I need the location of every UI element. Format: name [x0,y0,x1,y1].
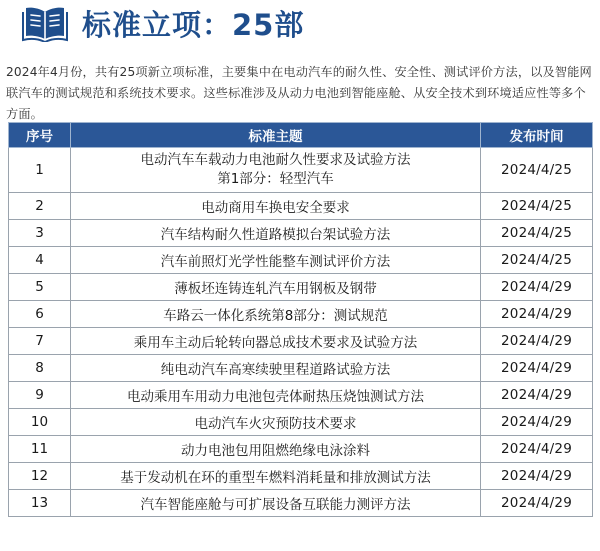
row-number: 10 [9,409,71,436]
row-date: 2024/4/29 [481,301,593,328]
row-date: 2024/4/29 [481,463,593,490]
page-header [22,3,304,43]
column-header-topic: 标准主题 [71,123,481,148]
row-number: 12 [9,463,71,490]
table-row [9,148,593,193]
row-number: 7 [9,328,71,355]
row-number: 6 [9,301,71,328]
table-row [9,490,593,517]
open-book-icon [22,4,68,42]
standards-table [8,122,593,517]
row-topic: 车路云一体化系统第8部分：测试规范 [71,301,481,328]
row-number: 11 [9,436,71,463]
row-topic-line-2: 第1部分：轻型汽车 [217,171,334,187]
table-row [9,220,593,247]
row-topic: 乘用车主动后轮转向器总成技术要求及试验方法 [71,328,481,355]
row-number: 3 [9,220,71,247]
row-number: 9 [9,382,71,409]
row-topic: 汽车结构耐久性道路模拟台架试验方法 [71,220,481,247]
table-header-row [9,123,593,148]
row-topic: 电动汽车火灾预防技术要求 [71,409,481,436]
page-title: 标准立项：25部 [82,7,305,42]
row-number: 13 [9,490,71,517]
table-row [9,409,593,436]
table-row [9,382,593,409]
row-topic: 电动商用车换电安全要求 [71,193,481,220]
row-date: 2024/4/25 [481,247,593,274]
row-topic: 基于发动机在环的重型车燃料消耗量和排放测试方法 [71,463,481,490]
row-date: 2024/4/25 [481,220,593,247]
row-date: 2024/4/25 [481,193,593,220]
table-row [9,355,593,382]
table-row [9,247,593,274]
row-date: 2024/4/29 [481,355,593,382]
intro-paragraph: 2024年4月份，共有25项新立项标准，主要集中在电动汽车的耐久性、安全性、测试评价方法，以及智能网联汽车的测试规范和系统技术要求。这些标准涉及从动力电池到智能座舱、从安全技术到环境适应性等多个方面。 [6,65,592,122]
row-topic: 汽车前照灯光学性能整车测试评价方法 [71,247,481,274]
column-header-number: 序号 [9,123,71,148]
row-topic-line-1: 电动汽车车载动力电池耐久性要求及试验方法 [140,152,411,168]
row-topic: 汽车智能座舱与可扩展设备互联能力测评方法 [71,490,481,517]
row-date: 2024/4/29 [481,382,593,409]
row-topic: 薄板坯连铸连轧汽车用钢板及钢带 [71,274,481,301]
table-row [9,274,593,301]
row-number: 2 [9,193,71,220]
row-number: 1 [9,148,71,193]
row-date: 2024/4/29 [481,490,593,517]
row-topic: 纯电动汽车高寒续驶里程道路试验方法 [71,355,481,382]
row-date: 2024/4/29 [481,328,593,355]
row-date: 2024/4/29 [481,274,593,301]
row-topic [71,148,481,193]
table-row [9,328,593,355]
row-date: 2024/4/25 [481,148,593,193]
column-header-date: 发布时间 [481,123,593,148]
table-row [9,436,593,463]
table-row [9,463,593,490]
row-date: 2024/4/29 [481,436,593,463]
row-number: 5 [9,274,71,301]
row-number: 8 [9,355,71,382]
table-row [9,193,593,220]
row-topic: 动力电池包用阻燃绝缘电泳涂料 [71,436,481,463]
row-date: 2024/4/29 [481,409,593,436]
row-number: 4 [9,247,71,274]
table-row [9,301,593,328]
row-topic: 电动乘用车用动力电池包壳体耐热压烧蚀测试方法 [71,382,481,409]
